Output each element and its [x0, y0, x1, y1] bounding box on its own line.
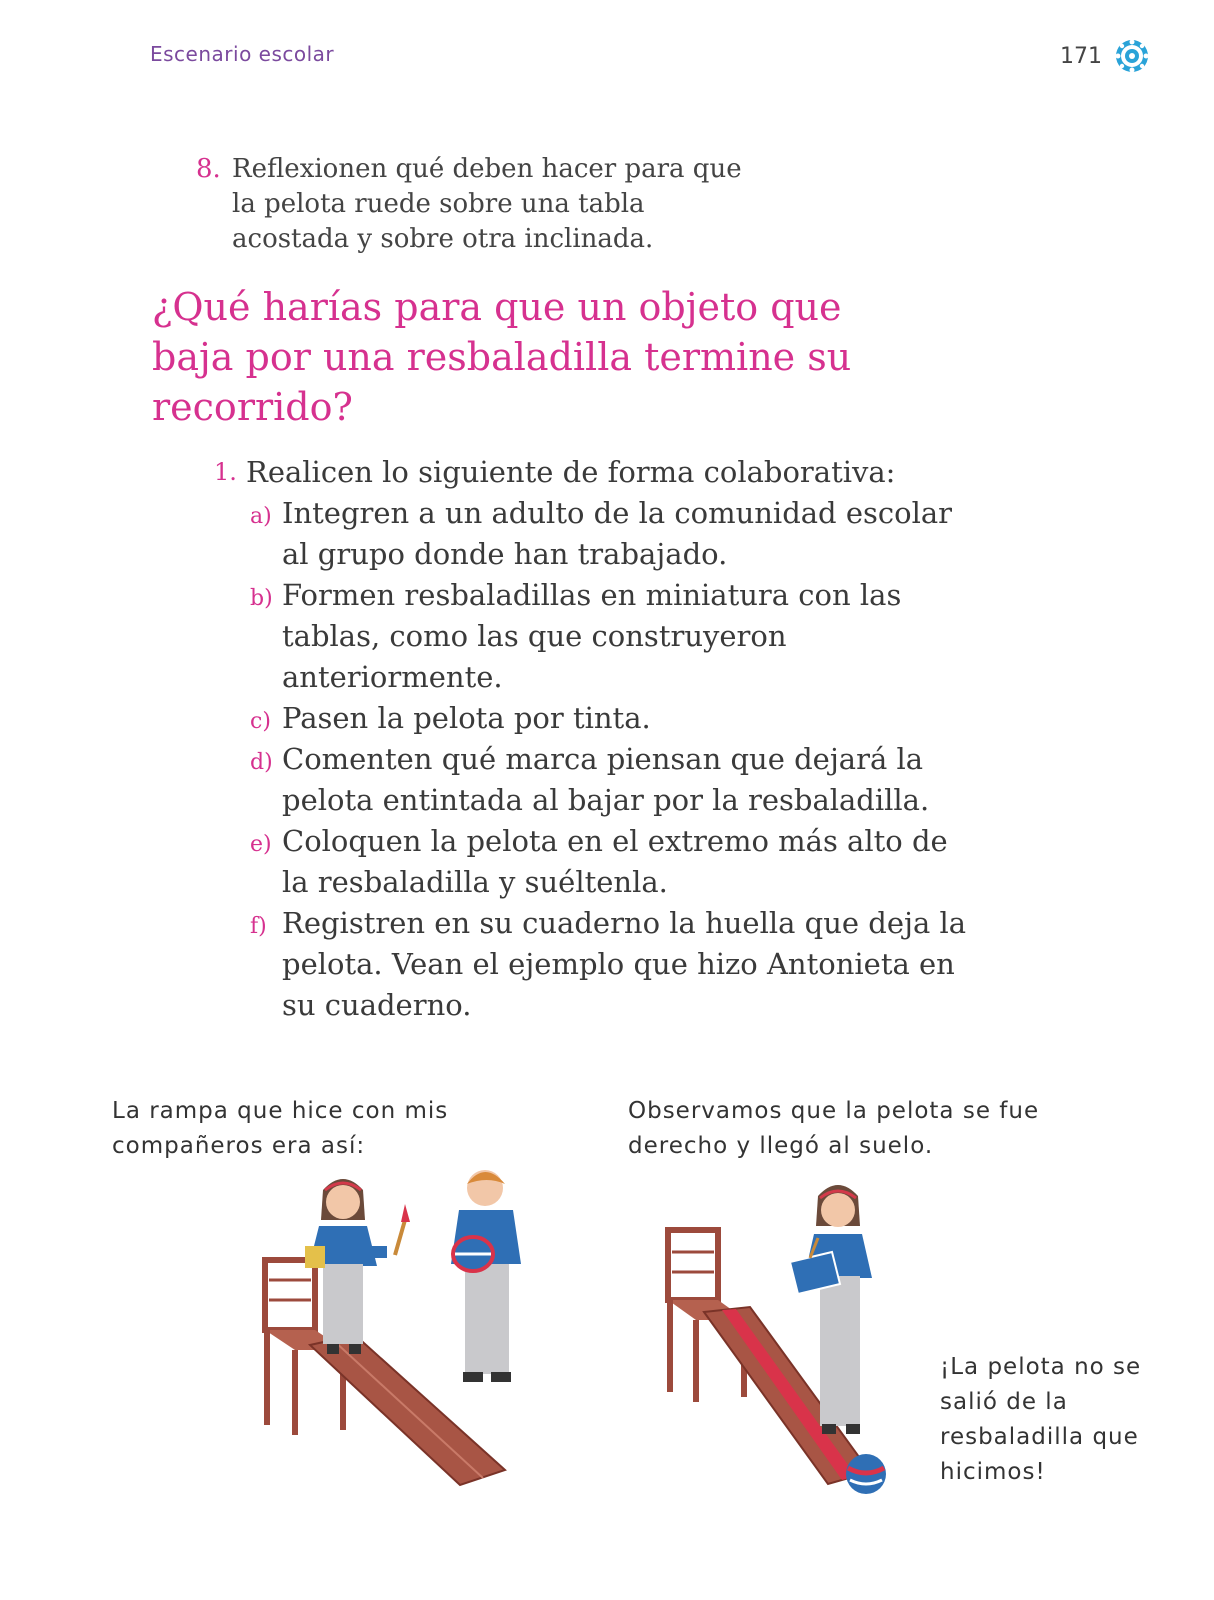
- item-letter: e): [250, 832, 272, 857]
- list-item: [250, 739, 974, 821]
- ramp-illustration-notebook: [660, 1172, 920, 1502]
- notebook-caption-bottom: ¡La pelota no se salió de la resbaladilla que hicimos!: [940, 1354, 1142, 1485]
- activity-number: 1.: [214, 458, 237, 486]
- notebook-caption-left: La rampa que hice con mis compañeros era así:: [112, 1098, 449, 1159]
- activity-lead: [214, 452, 974, 493]
- list-item: [250, 698, 974, 739]
- item-letter: d): [250, 750, 273, 775]
- boy-figure: [451, 1170, 521, 1382]
- activity-list: [214, 452, 974, 1026]
- list-item: [250, 903, 974, 1026]
- question-8-number: 8.: [196, 154, 221, 184]
- list-item: [250, 493, 974, 575]
- list-item: [250, 575, 974, 698]
- item-letter: a): [250, 504, 272, 529]
- ramp-illustration-children: [255, 1160, 555, 1500]
- section-header: Escenario escolar: [150, 42, 335, 66]
- notebook-caption-right: Observamos que la pelota se fue derecho y llegó al suelo.: [628, 1098, 1040, 1159]
- item-text: Pasen la pelota por tinta.: [282, 701, 651, 735]
- item-letter: c): [250, 709, 271, 734]
- item-text: Integren a un adulto de la comunidad escolar al grupo donde han trabajado.: [282, 496, 953, 571]
- item-text: Registren en su cuaderno la huella que deja la pelota. Vean el ejemplo que hizo Antonieta en su cuaderno.: [282, 906, 967, 1022]
- item-text: Coloquen la pelota en el extremo más alto de la resbaladilla y suéltenla.: [282, 824, 948, 899]
- item-letter: b): [250, 586, 273, 611]
- question-8: [196, 152, 756, 257]
- item-text: Formen resbaladillas en miniatura con las tablas, como las que construyeron anteriormente.: [282, 578, 902, 694]
- item-letter: f): [250, 914, 267, 939]
- page-number: 171: [1060, 43, 1102, 69]
- section-heading: ¿Qué harías para que un objeto que baja por una resbaladilla termine su recorrido?: [152, 285, 852, 429]
- girl-figure: [305, 1179, 410, 1354]
- page-header-right: [1060, 38, 1150, 74]
- list-item: [250, 821, 974, 903]
- item-text: Comenten qué marca piensan que dejará la pelota entintada al bajar por la resbaladilla.: [282, 742, 930, 817]
- striped-ball: [846, 1454, 886, 1494]
- question-8-text: Reflexionen qué deben hacer para que la pelota ruede sobre una tabla acostada y sobre otra inclinada.: [232, 154, 742, 254]
- star-badge-icon: [1114, 38, 1150, 74]
- activity-lead-text: Realicen lo siguiente de forma colaborativa:: [246, 455, 896, 489]
